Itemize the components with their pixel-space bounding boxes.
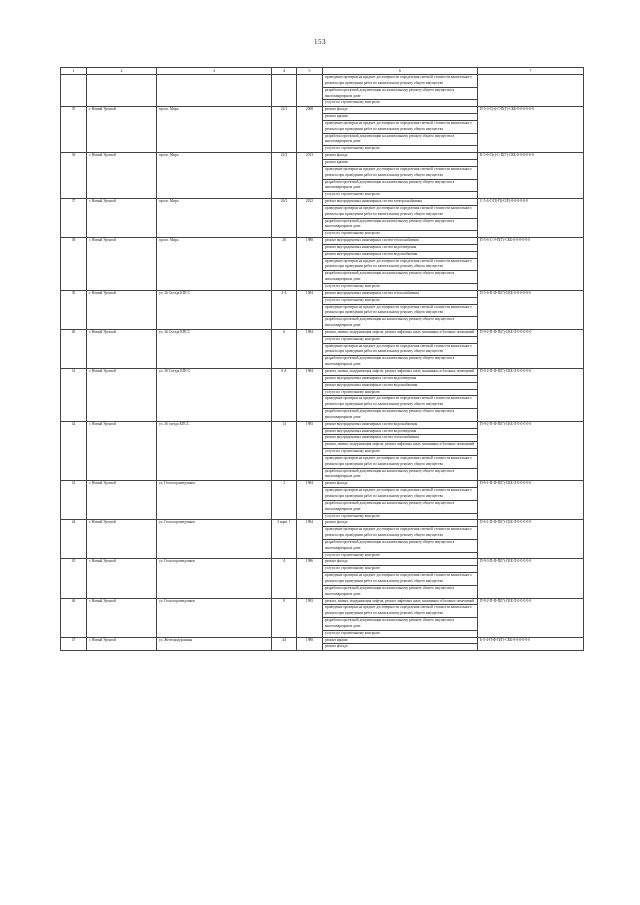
work-item: услуги по строительному контролю	[323, 566, 478, 573]
street-cell: ул. Геологоразведчиков	[157, 598, 272, 637]
work-item: разработка проектной документации на капитальному ремонту общего имущества в многоквартирном доме	[323, 271, 478, 284]
street-cell: ул. 26 Съезда КПСС	[157, 368, 272, 421]
work-item: услуги по строительному контролю	[323, 231, 478, 238]
work-item: услуги по строительному контролю	[323, 146, 478, 153]
table-row	[61, 559, 584, 566]
table-row	[61, 637, 584, 644]
work-item: услуги по строительному контролю	[323, 297, 478, 304]
work-item: ремонт, замена, модернизация лифтов, ремонт лифтовых шахт, машинных и блочных помещений	[323, 598, 478, 605]
house-cell: 4 А	[272, 290, 297, 329]
code-cell: П-9-2-П-Ф-П(Г)-СКБ-Л-0-0-0-0-0	[478, 329, 584, 368]
row-number: 41	[61, 368, 87, 421]
work-item: ремонт, замена, модернизация лифтов, ремонт лифтовых шахт, машинных и блочных помещений	[323, 442, 478, 449]
code-cell: П-6-1-П-Ф-П(Г)-СКБ-Л-0-0-0-0-0	[478, 481, 584, 520]
work-item: ремонт внутридомовых инженерных систем теплоснабжения	[323, 238, 478, 245]
work-item: услуги по строительному контролю	[323, 513, 478, 520]
work-item: услуги по строительному контролю	[323, 100, 478, 107]
city-cell: г. Новый Уренгой	[87, 598, 157, 637]
work-item: ремонт внутридомовых инженерных систем водоснабжения	[323, 382, 478, 389]
city-cell: г. Новый Уренгой	[87, 290, 157, 329]
col-header: 5	[297, 68, 323, 75]
work-item: разработка проектной документации на капитальному ремонту общего имущества в многоквартирном доме	[323, 317, 478, 330]
city-cell: г. Новый Уренгой	[87, 153, 157, 199]
code-cell	[478, 75, 584, 107]
work-item: ремонт внутридомовых инженерных систем водоснабжения	[323, 251, 478, 258]
page-number: 153	[314, 38, 326, 46]
year-cell: 1986	[297, 559, 323, 598]
house-cell: 4	[272, 559, 297, 598]
row-number: 37	[61, 199, 87, 238]
year-cell: 1988	[297, 637, 323, 651]
year-cell: 2013	[297, 153, 323, 199]
work-item: разработка проектной документации на капитальному ремонту общего имущества в многоквартирном доме	[323, 539, 478, 552]
house-cell: 6	[272, 329, 297, 368]
street-cell: ул. 26 Съезда КПСС	[157, 290, 272, 329]
street-cell: просп. Мира	[157, 153, 272, 199]
street-cell: ул. 26 Съезда КПСС	[157, 329, 272, 368]
city-cell: г. Новый Уренгой	[87, 520, 157, 559]
street-cell: просп. Мира	[157, 199, 272, 238]
city-cell: г. Новый Уренгой	[87, 329, 157, 368]
city-cell: г. Новый Уренгой	[87, 238, 157, 291]
house-cell: 14	[272, 421, 297, 481]
code-cell: П-5-6-С-Э-П(Г)-СКБ-0-0-0-0-0-0	[478, 238, 584, 291]
work-item: ремонт крыши	[323, 159, 478, 166]
work-item: ремонт крыши	[323, 637, 478, 644]
table-row	[61, 368, 584, 375]
work-item: ремонт внутридомовых инженерных систем водоотведения	[323, 244, 478, 251]
work-item: услуги по строительному контролю	[323, 192, 478, 199]
row-number: 36	[61, 153, 87, 199]
work-item: проведение проверки на предмет достоверности определения сметной стоимости капитального ремонта при проведении работ по капитальному ремонту общего имущества	[323, 304, 478, 317]
year-cell: 1984	[297, 290, 323, 329]
work-item: услуги по строительному контролю	[323, 284, 478, 291]
street-cell: ул. 26 съезда КПСС	[157, 421, 272, 481]
house-cell: 6 А	[272, 368, 297, 421]
work-item: услуги по строительному контролю	[323, 552, 478, 559]
work-item: ремонт внутридомовых инженерных систем водоснабжения	[323, 421, 478, 428]
code-cell: П-9-2-П-Ф-П(Г)-СКБ-Л-0-0-0-0-0	[478, 421, 584, 481]
house-cell: 8	[272, 598, 297, 637]
row-number: 35	[61, 107, 87, 153]
work-item: проведение проверки на предмет достоверности определения сметной стоимости капитального ремонта при проведении работ по капитальному ремонту общего имущества	[323, 605, 478, 618]
work-item: проведение проверки на предмет достоверности определения сметной стоимости капитального ремонта при проведении работ по капитальному ремонту общего имущества	[323, 396, 478, 409]
col-header: 3	[157, 68, 272, 75]
row-number: 47	[61, 637, 87, 651]
work-item: ремонт фасада	[323, 644, 478, 651]
row-number: 46	[61, 598, 87, 637]
city-cell: г. Новый Уренгой	[87, 637, 157, 651]
table-row	[61, 199, 584, 206]
code-cell: П-9-2-П-Ф-П(Г)-СКБ-Л-0-0-0-0-0	[478, 368, 584, 421]
city-cell	[87, 75, 157, 107]
work-item: ремонт крыши	[323, 114, 478, 121]
work-item: проведение проверки на предмет достоверности определения сметной стоимости капитального ремонта при проведении работ по капитальному ремонту общего имущества	[323, 75, 478, 88]
work-item: разработка проектной документации на капитальному ремонту общего имущества в многоквартирном доме	[323, 585, 478, 598]
code-cell: П-5-6-П-Ф-П(Г)-СКБ-0-0-0-0-0-0	[478, 290, 584, 329]
work-item: ремонт внутридомовых инженерных систем водоотведения	[323, 375, 478, 382]
year-cell: 2008	[297, 107, 323, 153]
work-item: ремонт фасада	[323, 481, 478, 488]
work-item: разработка проектной документации на капитальному ремонту общего имущества в многоквартирном доме	[323, 218, 478, 231]
street-cell: просп. Мира	[157, 238, 272, 291]
work-item: разработка проектной документации на капитальному ремонту общего имущества в многоквартирном доме	[323, 618, 478, 631]
work-item: ремонт фасада	[323, 559, 478, 566]
work-item: услуги по строительному контролю	[323, 630, 478, 637]
work-item: услуги по строительному контролю	[323, 336, 478, 343]
city-cell: г. Новый Уренгой	[87, 199, 157, 238]
work-item: услуги по строительному контролю	[323, 389, 478, 396]
work-item: разработка проектной документации на капитальному ремонту общего имущества в многоквартирном доме	[323, 133, 478, 146]
house-cell: 44	[272, 637, 297, 651]
street-cell	[157, 75, 272, 107]
row-number: 42	[61, 421, 87, 481]
work-item: ремонт фасада	[323, 153, 478, 160]
work-item: ремонт, замена, модернизация лифтов, ремонт лифтовых шахт, машинных и блочных помещений	[323, 329, 478, 336]
house-cell: 26/2	[272, 199, 297, 238]
work-item: ремонт, замена, модернизация лифтов, ремонт лифтовых шахт, машинных и блочных помещений	[323, 368, 478, 375]
code-cell: П-5-3-С(т)-С-П(Г)-СКБ-0-0-0-0-0-0	[478, 107, 584, 153]
work-item: разработка проектной документации на капитальному ремонту общего имущества в многоквартирном доме	[323, 179, 478, 192]
col-header: 2	[87, 68, 157, 75]
year-cell: 1984	[297, 368, 323, 421]
row-number: 43	[61, 481, 87, 520]
table-row	[61, 598, 584, 605]
table-row	[61, 153, 584, 160]
row-number: 38	[61, 238, 87, 291]
work-item: проведение проверки на предмет достоверности определения сметной стоимости капитального ремонта при проведении работ по капитальному ремонту общего имущества	[323, 488, 478, 501]
city-cell: г. Новый Уренгой	[87, 368, 157, 421]
work-item: разработка проектной документации на капитальному ремонту общего имущества в многоквартирном доме	[323, 356, 478, 369]
table-row	[61, 107, 584, 114]
city-cell: г. Новый Уренгой	[87, 559, 157, 598]
work-item: проведение проверки на предмет достоверности определения сметной стоимости капитального ремонта при проведении работ по капитальному ремонту общего имущества	[323, 343, 478, 356]
year-cell: 1983	[297, 598, 323, 637]
year-cell: 1984	[297, 520, 323, 559]
work-item: проведение проверки на предмет достоверности определения сметной стоимости капитального ремонта при проведении работ по капитальному ремонту общего имущества	[323, 258, 478, 271]
house-cell	[272, 75, 297, 107]
code-cell: П-9-3-П-Ф-П(Г)-СКБ-Л-0-0-0-0-0	[478, 559, 584, 598]
code-cell: К-5-6-С(т)-С-П(Г)-СКБ-0-0-0-0-0-0	[478, 153, 584, 199]
row-number: 45	[61, 559, 87, 598]
work-item: проведение проверки на предмет достоверности определения сметной стоимости капитального ремонта при проведении работ по капитальному ремонту общего имущества	[323, 120, 478, 133]
year-cell: 1988	[297, 238, 323, 291]
col-header: 6	[323, 68, 478, 75]
city-cell: г. Новый Уренгой	[87, 481, 157, 520]
house-cell: 2 корп. 1	[272, 520, 297, 559]
year-cell: 1984	[297, 481, 323, 520]
col-header: 1	[61, 68, 87, 75]
street-cell: ул. Железнодорожная	[157, 637, 272, 651]
code-cell: П-6-1-П-Ф-П(Г)-СКБ-Л-0-0-0-0-0	[478, 520, 584, 559]
work-item: ремонт внутридомовых инженерных систем теплоснабжения	[323, 435, 478, 442]
row-number: 44	[61, 520, 87, 559]
work-item: разработка проектной документации на капитальному ремонту общего имущества в многоквартирном доме	[323, 468, 478, 481]
work-item: проведение проверки на предмет достоверности определения сметной стоимости капитального ремонта при проведении работ по капитальному ремонту общего имущества	[323, 205, 478, 218]
street-cell: ул. Геологоразведчиков	[157, 520, 272, 559]
city-cell: г. Новый Уренгой	[87, 107, 157, 153]
city-cell: г. Новый Уренгой	[87, 421, 157, 481]
work-item: ремонт фасада	[323, 520, 478, 527]
col-header: 4	[272, 68, 297, 75]
work-item: ремонт внутридомовых инженерных систем водоотведения	[323, 428, 478, 435]
work-item: разработка проектной документации на капитальному ремонту общего имущества в многоквартирном доме	[323, 409, 478, 422]
street-cell: ул. Геологоразведчиков	[157, 559, 272, 598]
house-cell: 2	[272, 481, 297, 520]
year-cell: 1983	[297, 421, 323, 481]
work-item: ремонт фасада	[323, 107, 478, 114]
code-cell: С-5-6-С-П(-П)-С(Е)-0-0-0-0-0-0	[478, 199, 584, 238]
row-number: 39	[61, 290, 87, 329]
table-row	[61, 520, 584, 527]
work-item: проведение проверки на предмет достоверности определения сметной стоимости капитального ремонта при проведении работ по капитальному ремонту общего имущества	[323, 573, 478, 586]
year-cell	[297, 75, 323, 107]
code-cell: П-9-2-П-Ф-П(Г)-СКБ-Л-0-0-0-0-0	[478, 598, 584, 637]
house-cell: 22/1	[272, 107, 297, 153]
row-number: 40	[61, 329, 87, 368]
street-cell: просп. Мира	[157, 107, 272, 153]
table-row	[61, 238, 584, 245]
year-cell: 1984	[297, 329, 323, 368]
year-cell: 2012	[297, 199, 323, 238]
table-row	[61, 421, 584, 428]
work-item: проведение проверки на предмет достоверности определения сметной стоимости капитального ремонта при проведении работ по капитальному ремонту общего имущества	[323, 527, 478, 540]
work-item: услуги по строительному контролю	[323, 449, 478, 456]
house-cell: 22/3	[272, 153, 297, 199]
table-row	[61, 290, 584, 297]
work-item: разработка проектной документации на капитальному ремонту общего имущества в многоквартирном доме	[323, 500, 478, 513]
col-header: 7	[478, 68, 584, 75]
street-cell: ул. Геологоразведчиков	[157, 481, 272, 520]
header-row	[61, 68, 584, 75]
code-cell: Б-5-4-П-Ф-П(Г)-СКБ-0-0-0-0-0-0	[478, 637, 584, 651]
table-row	[61, 75, 584, 88]
table-row	[61, 481, 584, 488]
work-item: проведение проверки на предмет достоверности определения сметной стоимости капитального ремонта при проведении работ по капитальному ремонту общего имущества	[323, 455, 478, 468]
work-item: ремонт внутридомовых инженерных систем электроснабжения	[323, 199, 478, 206]
work-item: ремонт внутридомовых инженерных систем теплоснабжения	[323, 290, 478, 297]
table-row	[61, 329, 584, 336]
house-cell: 28	[272, 238, 297, 291]
row-number	[61, 75, 87, 107]
register-table	[60, 67, 584, 651]
work-item: разработка проектной документации на капитальному ремонту общего имущества в многоквартирном доме	[323, 87, 478, 100]
work-item: проведение проверки на предмет достоверности определения сметной стоимости капитального ремонта при проведении работ по капитальному ремонту общего имущества	[323, 166, 478, 179]
